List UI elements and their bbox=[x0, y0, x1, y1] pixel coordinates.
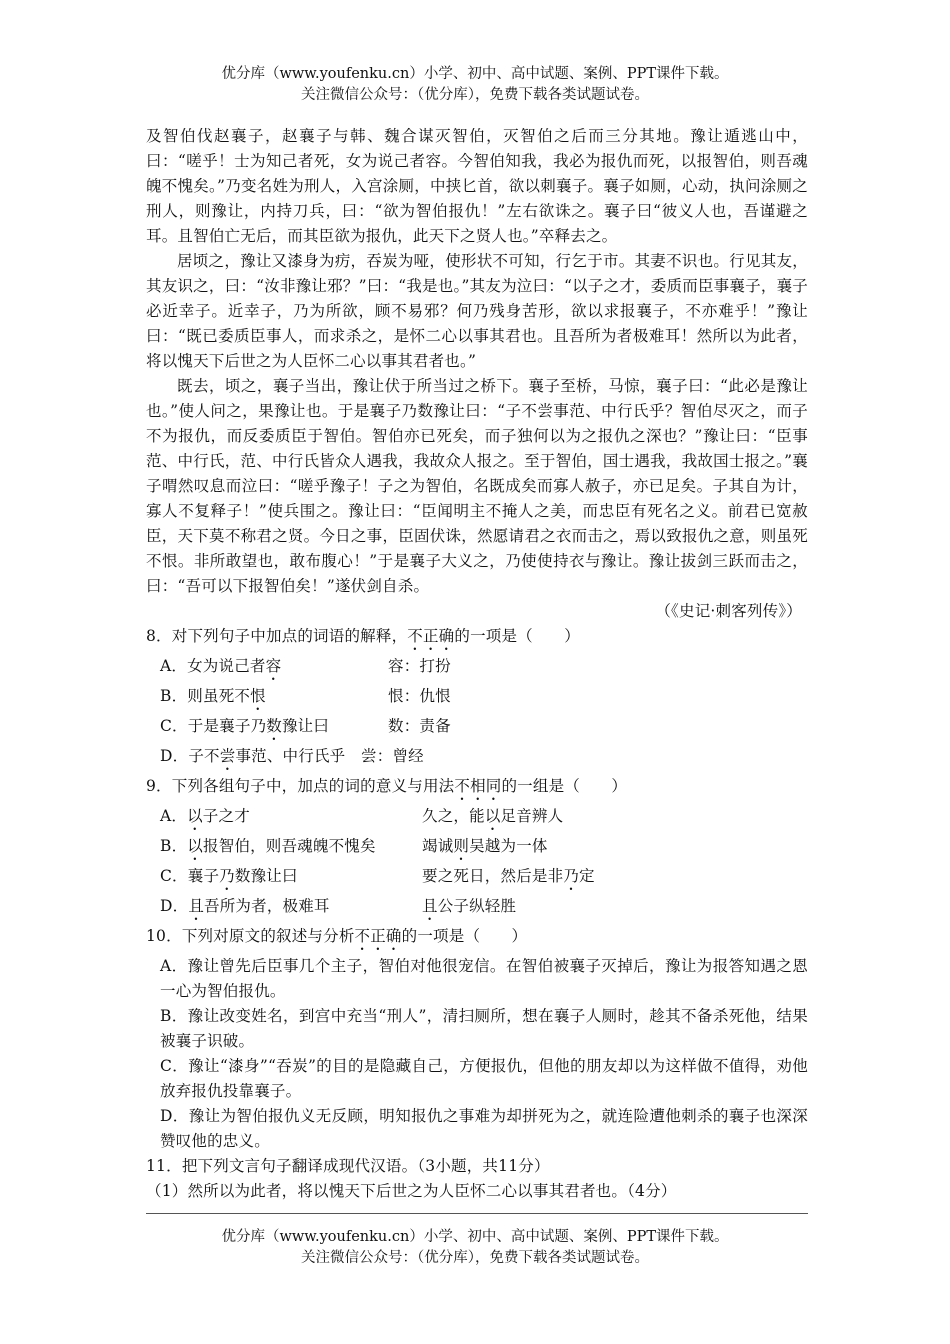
q9-option-c bbox=[146, 864, 808, 894]
option-text: 子不 bbox=[188, 747, 220, 765]
option-text: 襄子 bbox=[187, 867, 220, 885]
dotted-word: 且 bbox=[188, 897, 205, 915]
q9-stem-pre: 9．下列各组句子中，加点的词的意义与用法 bbox=[146, 777, 455, 795]
question-11-sub-1: （1）然所以为此者，将以愧天下后世之为人臣怀二心以事其君者也。（4分） bbox=[146, 1182, 677, 1200]
footer-divider bbox=[146, 1213, 808, 1214]
option-text: 吾所为者，极难耳 bbox=[204, 897, 330, 915]
dotted-word: 尝 bbox=[219, 747, 236, 765]
option-gloss: 尝：曾经 bbox=[361, 747, 424, 765]
q9-option-d bbox=[146, 894, 808, 924]
option-text: 则虽死不 bbox=[187, 687, 251, 705]
option-text: 女为说己者 bbox=[187, 657, 266, 675]
option-gloss: 数：责备 bbox=[388, 717, 451, 735]
option-text: 于是襄子乃 bbox=[187, 717, 267, 735]
question-8-stem bbox=[146, 624, 808, 654]
option-text: 豫让曰 bbox=[281, 717, 330, 735]
option-letter: D． bbox=[160, 897, 189, 915]
option-text: 足音辨人 bbox=[500, 807, 564, 825]
option-text: 子之才 bbox=[202, 807, 250, 825]
option-text: 公子纵轻胜 bbox=[437, 897, 517, 915]
dotted-word: 容 bbox=[265, 657, 282, 675]
question-11-title: 11．把下列文言句子翻译成现代汉语。（3小题，共11分） bbox=[146, 1157, 550, 1175]
q8-option-d bbox=[146, 744, 808, 774]
option-text: 事范、中行氏乎 bbox=[235, 747, 346, 765]
option-text: 定 bbox=[579, 867, 595, 885]
q9-stem-post: 的一组是（ ） bbox=[501, 777, 628, 795]
header-line-2: 关注微信公众号：（优分库），免费下载各类试题试卷。 bbox=[301, 87, 649, 103]
dotted-word: 且 bbox=[422, 897, 438, 915]
page-footer bbox=[0, 1227, 950, 1269]
option-text: 吴越为一体 bbox=[469, 837, 548, 855]
header-line-1: 优分库（www.youfenku.cn）小学、初中、高中试题、案例、PPT课件下载。 bbox=[221, 66, 729, 82]
dotted-word: 恨 bbox=[250, 687, 266, 705]
option-text: 要之死日，然后是非 bbox=[422, 867, 564, 885]
q10-option-a: A．豫让曾先后臣事几个主子，智伯对他很宠信。在智伯被襄子灭掉后，豫让为报答知遇之恩一心为智伯报仇。 bbox=[160, 957, 808, 1000]
option-gloss: 容：打扮 bbox=[388, 657, 451, 675]
option-text: 报智伯，则吾魂魄不愧矣 bbox=[203, 837, 376, 855]
option-text: 数豫让曰 bbox=[234, 867, 298, 885]
option-letter: D． bbox=[160, 747, 189, 765]
footer-line-2: 关注微信公众号：（优分库），免费下载各类试题试卷。 bbox=[301, 1250, 649, 1266]
dotted-word: 乃 bbox=[219, 867, 235, 885]
q8-stem-post: 的一项是（ ） bbox=[454, 627, 580, 645]
q9-stem-emphasis: 不相同 bbox=[454, 777, 502, 795]
document-body bbox=[146, 124, 808, 1204]
passage-source: （《史记·刺客列传》） bbox=[655, 602, 802, 620]
q8-stem-pre: 8．对下列句子中加点的词语的解释， bbox=[146, 627, 408, 645]
question-10-stem bbox=[146, 924, 808, 954]
dotted-word: 以 bbox=[187, 807, 203, 825]
option-gloss: 恨：仇恨 bbox=[388, 687, 451, 705]
q10-option-c: C．豫让“漆身”“吞炭”的目的是隐藏自己，方便报仇，但他的朋友却以为这样做不值得，劝他放弃报仇投靠襄子。 bbox=[160, 1057, 808, 1100]
q8-option-b bbox=[146, 684, 808, 714]
option-letter: B． bbox=[160, 687, 188, 705]
dotted-word: 数 bbox=[266, 717, 282, 735]
q8-option-a bbox=[146, 654, 808, 684]
dotted-word: 以 bbox=[484, 807, 501, 825]
option-letter: C． bbox=[160, 867, 188, 885]
q10-option-b: B．豫让改变姓名，到宫中充当“刑人”，清扫厕所，想在襄子人厕时，趁其不备杀死他，结果被襄子识破。 bbox=[160, 1007, 808, 1050]
q8-option-c bbox=[146, 714, 808, 744]
footer-line-1: 优分库（www.youfenku.cn）小学、初中、高中试题、案例、PPT课件下载。 bbox=[221, 1229, 729, 1245]
q10-stem-post: 的一项是（ ） bbox=[401, 927, 528, 945]
q9-option-b bbox=[146, 834, 808, 864]
passage-paragraph-1: 及智伯伐赵襄子，赵襄子与韩、魏合谋灭智伯，灭智伯之后而三分其地。豫让遁逃山中，曰：“嗟乎！士为知己者死，女为说己者容。今智伯知我，我必为报仇而死，以报智伯，则吾魂魄不愧矣。”乃变名姓为刑人，入宫涂厕，中挟匕首，欲以刺襄子。襄子如厕，心动，执问涂厕之刑人，则豫让，内持刀兵，曰：“欲为智伯报仇！”左右欲诛之。襄子曰“彼义人也，吾谨避之耳。且智伯亡无后，而其臣欲为报仇，此天下之贤人也。”卒释去之。 bbox=[146, 127, 808, 245]
dotted-word: 则 bbox=[453, 837, 470, 855]
option-text: 久之，能 bbox=[422, 807, 485, 825]
question-9-stem bbox=[146, 774, 808, 804]
option-letter: A． bbox=[160, 657, 188, 675]
q8-stem-emphasis: 不正确 bbox=[407, 627, 455, 645]
option-text: 竭诚 bbox=[422, 837, 454, 855]
dotted-word: 乃 bbox=[563, 867, 580, 885]
q10-stem-pre: 10．下列对原文的叙述与分析 bbox=[146, 927, 355, 945]
q9-option-a bbox=[146, 804, 808, 834]
q10-option-d: D．豫让为智伯报仇义无反顾，明知报仇之事难为却拼死为之，就连险遭他刺杀的襄子也深深赞叹他的忠义。 bbox=[160, 1107, 808, 1150]
option-letter: B． bbox=[160, 837, 188, 855]
option-letter: A． bbox=[160, 807, 188, 825]
passage-paragraph-3: 既去，顷之，襄子当出，豫让伏于所当过之桥下。襄子至桥，马惊，襄子曰：“此必是豫让也。”使人问之，果豫让也。于是襄子乃数豫让曰：“子不尝事范、中行氏乎？智伯尽灭之，而子不为报仇，而反委质臣于智伯。智伯亦已死矣，而子独何以为之报仇之深也？”豫让曰：“臣事范、中行氏，范、中行氏皆众人遇我，我故众人报之。至于智伯，国士遇我，我故国士报之。”襄子喟然叹息而泣曰：“嗟乎豫子！子之为智伯，名既成矣而寡人赦子，亦已足矣。子其自为计，寡人不复释子！”使兵围之。豫让曰：“臣闻明主不掩人之美，而忠臣有死名之义。前君已宽赦臣，天下莫不称君之贤。今日之事，臣固伏诛，然愿请君之衣而击之，焉以致报仇之意，则虽死不恨。非所敢望也，敢布腹心！”于是襄子大义之，乃使使持衣与豫让。豫让拔剑三跃而击之，曰：“吾可以下报智伯矣！”遂伏剑自杀。 bbox=[146, 377, 808, 595]
option-letter: C． bbox=[160, 717, 188, 735]
q10-stem-emphasis: 不正确 bbox=[354, 927, 402, 945]
dotted-word: 以 bbox=[187, 837, 203, 855]
passage-paragraph-2: 居顷之，豫让又漆身为疠，吞炭为哑，使形状不可知，行乞于市。其妻不识也。行见其友，其友识之，曰：“汝非豫让邪？”曰：“我是也。”其友为泣曰：“以子之才，委质而臣事襄子，襄子必近幸子。近幸子，乃为所欲，顾不易邪？何乃残身苦形，欲以求报襄子，不亦难乎！”豫让曰：“既已委质臣事人，而求杀之，是怀二心以事其君也。且吾所为者极难耳！然所以为此者，将以愧天下后世之为人臣怀二心以事其君者也。” bbox=[146, 252, 808, 370]
page-header bbox=[0, 64, 950, 106]
